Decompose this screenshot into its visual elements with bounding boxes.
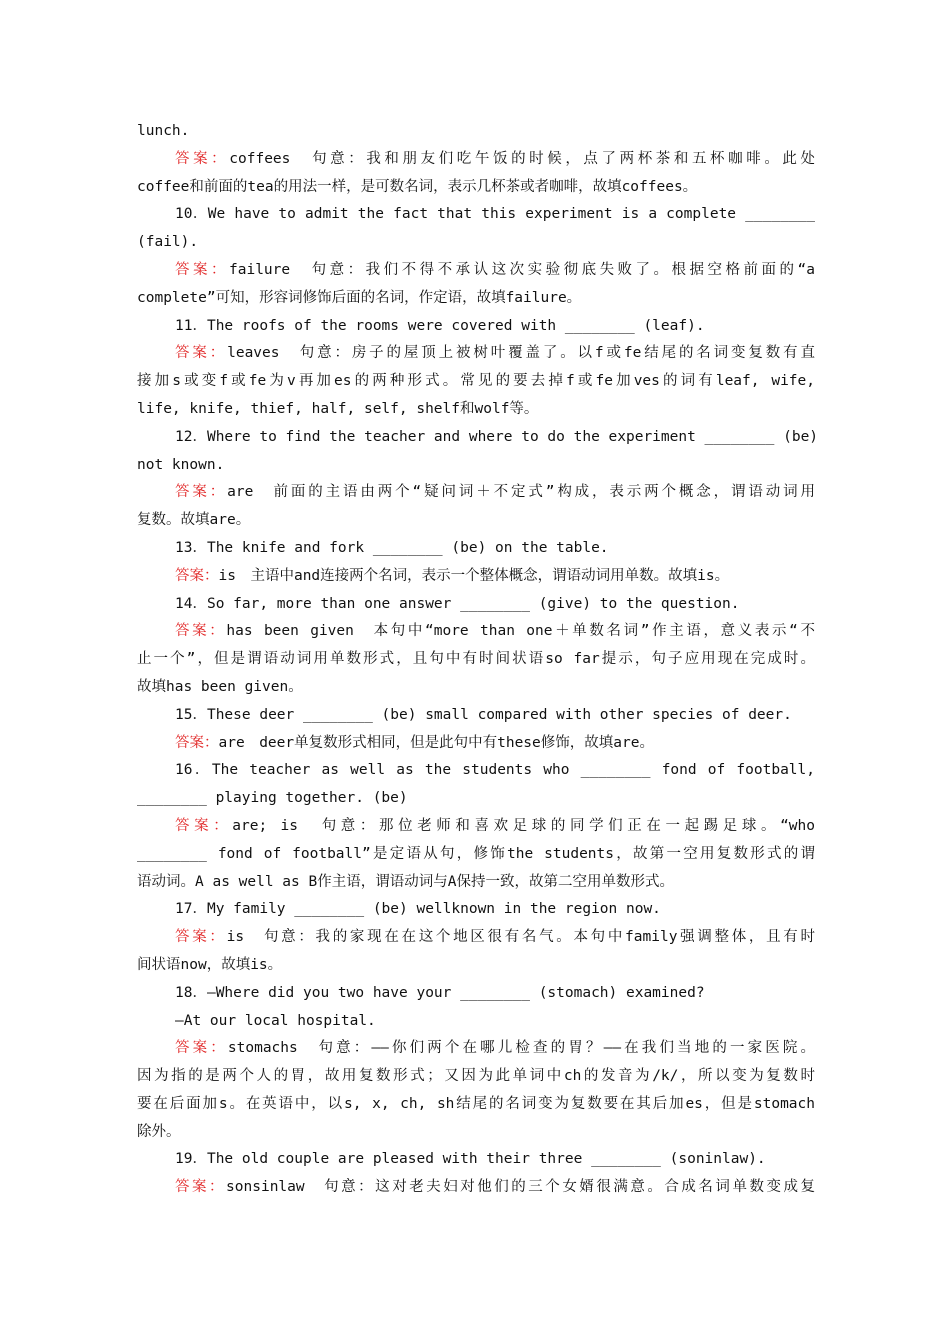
line-text: 故填has been given。: [137, 678, 303, 695]
line-text: ________ playing together. (be): [137, 790, 408, 807]
text-line: [137, 368, 815, 396]
answer-line: [137, 1174, 815, 1202]
text-line: [137, 674, 815, 702]
line-text: sonsinlaw 句意：这对老夫妇对他们的三个女婿很满意。合成名词单数变成复: [226, 1179, 815, 1196]
line-text: 16．The teacher as well as the students who ________ fond of football,: [175, 762, 815, 779]
text-line: [137, 1008, 815, 1036]
text-line: [137, 757, 815, 785]
line-text: 11．The roofs of the rooms were covered with ________ (leaf).: [175, 317, 705, 334]
line-text: stomachs 句意：——你们两个在哪儿检查的胃？——在我们当地的一家医院。: [227, 1040, 815, 1057]
answer-label: 答案：: [175, 1040, 228, 1057]
line-text: 14．So far, more than one answer ________ (give) to the question.: [175, 595, 740, 612]
line-text: 复数。故填are。: [137, 512, 251, 529]
line-text: life, knife, thief, half, self, shelf和wolf等。: [137, 400, 539, 417]
line-text: 12．Where to find the teacher and where to do the experiment ________ (be): [175, 428, 819, 445]
answer-line: [137, 146, 815, 174]
answer-line: [137, 924, 815, 952]
text-line: [137, 785, 815, 813]
text-line: [137, 201, 815, 229]
text-line: [137, 313, 815, 341]
text-line: [137, 229, 815, 257]
line-text: 要在后面加s。在英语中，以s, x, ch, sh结尾的名词变为复数要在其后加es，但是stomach: [137, 1095, 815, 1112]
answer-label: 答案：: [175, 734, 219, 751]
text-line: [137, 174, 815, 202]
text-line: [137, 452, 815, 480]
text-line: [137, 952, 815, 980]
answer-label: 答案：: [175, 150, 230, 167]
line-text: 语动词。A as well as B作主语，谓语动词与A保持一致，故第二空用单数形式。: [137, 873, 674, 890]
text-line: [137, 118, 815, 146]
answer-line: [137, 730, 815, 758]
line-text: are 前面的主语由两个“疑问词＋不定式”构成，表示两个概念，谓语动词用: [227, 484, 816, 501]
text-line: [137, 424, 819, 452]
answer-label: 答案：: [175, 345, 228, 362]
answer-label: 答案：: [175, 929, 227, 946]
text-line: [137, 1091, 815, 1119]
line-text: 因为指的是两个人的胃，故用复数形式；又因为此单词中ch的发音为/k/，所以变为复数时: [137, 1068, 815, 1085]
document-body: [137, 118, 819, 1202]
line-text: 13．The knife and fork ________ (be) on the table.: [175, 539, 609, 556]
text-line: [137, 396, 815, 424]
line-text: lunch.: [137, 123, 190, 139]
text-line: [137, 869, 815, 897]
line-text: 10．We have to admit the fact that this experiment is a complete ________: [175, 206, 815, 223]
line-text: 19．The old couple are pleased with their three ________ (soninlaw).: [175, 1151, 766, 1168]
answer-line: [137, 340, 815, 368]
answer-label: 答案：: [175, 1179, 227, 1196]
text-line: [137, 702, 815, 730]
answer-line: [137, 563, 815, 591]
line-text: ________ fond of football”是定语从句，修饰the students，故第一空用复数形式的谓: [137, 845, 815, 862]
line-text: (fail).: [137, 234, 199, 251]
text-line: [137, 896, 815, 924]
answer-line: [137, 479, 815, 507]
text-line: [137, 285, 815, 313]
text-line: [137, 507, 815, 535]
line-text: are deer单复数形式相同，但是此句中有these修饰，故填are。: [218, 734, 654, 751]
line-text: has been given 本句中“more than one＋单数名词”作主语，意义表示“不: [226, 623, 816, 640]
answer-line: [137, 618, 815, 646]
line-text: 间状语now，故填is。: [137, 956, 283, 973]
line-text: is 主语中and连接两个名词，表示一个整体概念，谓语动词用单数。故填is。: [218, 567, 730, 584]
line-text: 18．—Where did you two have your ________ (stomach) examined?: [175, 984, 705, 1001]
text-line: [137, 591, 815, 619]
line-text: 接加s或变f或fe为v再加es的两种形式。常见的要去掉f或fe加ves的词有leaf, wife,: [137, 373, 815, 390]
line-text: 除外。: [137, 1123, 181, 1140]
line-text: coffee和前面的tea的用法一样，是可数名词，表示几杯茶或者咖啡，故填coffees。: [137, 178, 698, 195]
text-line: [137, 1119, 815, 1147]
line-text: 止一个”，但是谓语动词用单数形式，且句中有时间状语so far提示，句子应用现在完成时。: [137, 651, 815, 668]
text-line: [137, 535, 815, 563]
answer-label: 答案：: [175, 623, 227, 640]
line-text: is 句意：我的家现在在这个地区很有名气。本句中family强调整体，且有时: [226, 929, 815, 946]
line-text: complete”可知，形容词修饰后面的名词，作定语，故填failure。: [137, 289, 582, 306]
line-text: —At our local hospital.: [175, 1012, 376, 1029]
text-line: [137, 646, 815, 674]
answer-label: 答案：: [175, 484, 228, 501]
answer-label: 答案：: [175, 817, 233, 834]
text-line: [137, 980, 815, 1008]
line-text: 15．These deer ________ (be) small compared with other species of deer.: [175, 706, 792, 723]
line-text: failure 句意：我们不得不承认这次实验彻底失败了。根据空格前面的“a: [229, 261, 815, 278]
line-text: not known.: [137, 456, 225, 473]
line-text: leaves 句意：房子的屋顶上被树叶覆盖了。以f或fe结尾的名词变复数有直: [227, 345, 816, 362]
text-line: [137, 1063, 815, 1091]
line-text: 17．My family ________ (be) wellknown in the region now.: [175, 901, 661, 918]
answer-line: [137, 257, 815, 285]
answer-line: [137, 1035, 815, 1063]
line-text: coffees 句意：我和朋友们吃午饭的时候，点了两杯茶和五杯咖啡。此处: [229, 150, 816, 167]
answer-line: [137, 813, 815, 841]
text-line: [137, 841, 815, 869]
answer-label: 答案：: [175, 567, 219, 584]
answer-label: 答案：: [175, 261, 229, 278]
text-line: [137, 1146, 815, 1174]
line-text: are; is 句意：那位老师和喜欢足球的同学们正在一起踢足球。“who: [232, 817, 815, 834]
